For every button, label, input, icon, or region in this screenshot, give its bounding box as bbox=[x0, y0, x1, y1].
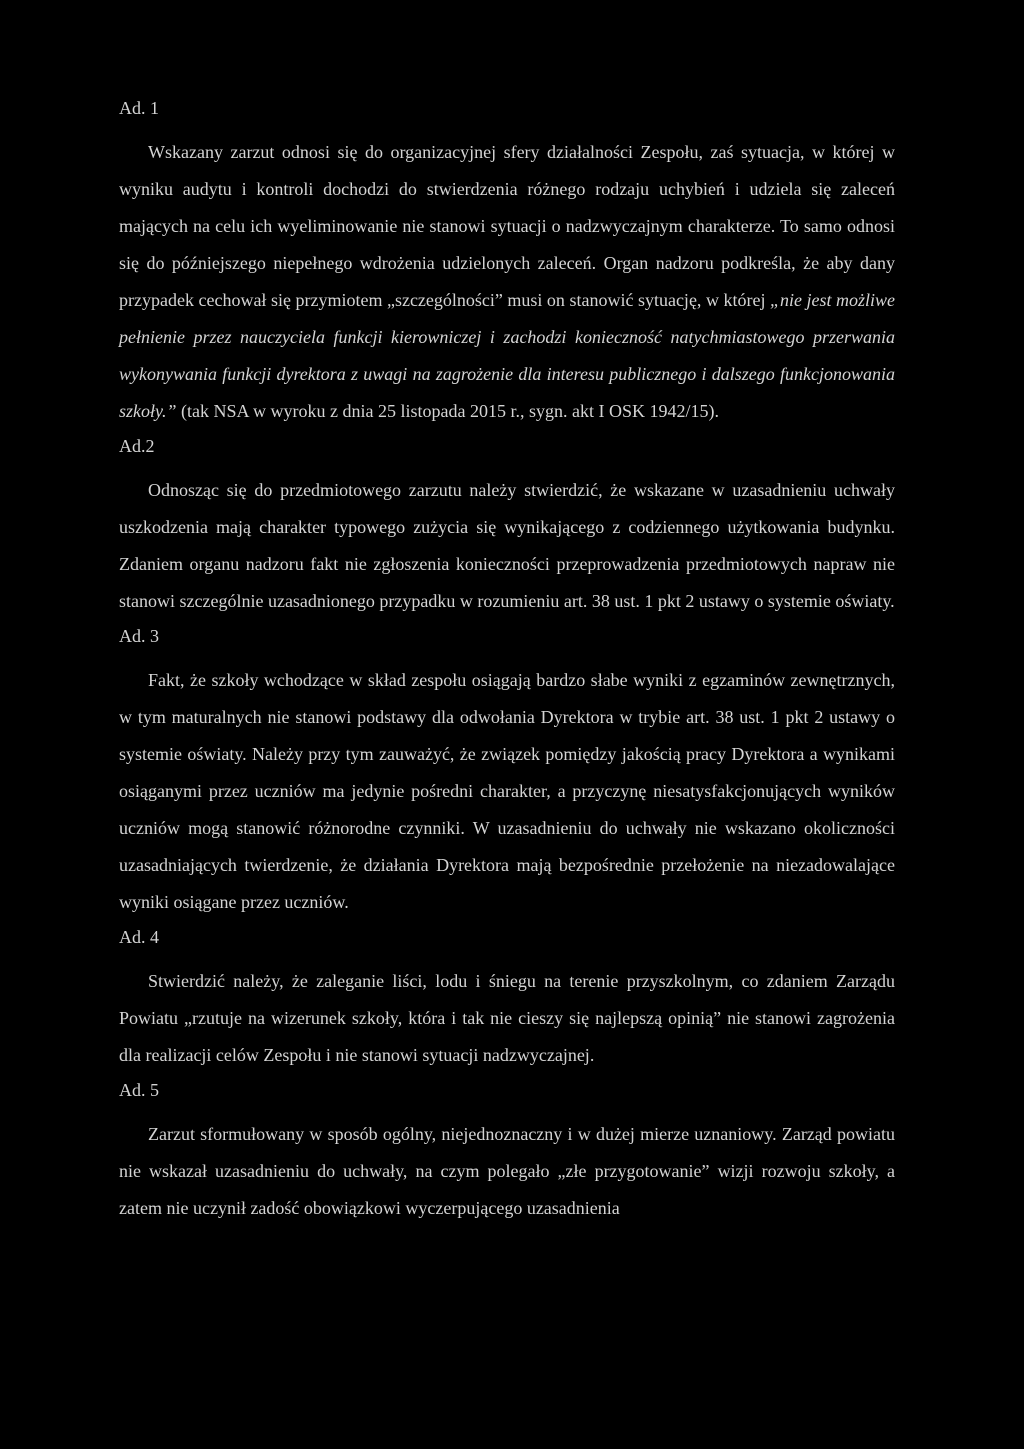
section-paragraph-ad3: Fakt, że szkoły wchodzące w skład zespołu osiągają bardzo słabe wyniki z egzaminów zewnętrznych, w tym maturalnych nie stanowi podstawy dla odwołania Dyrektora w trybie art. 38 ust. 1 pkt 2 ustawy o systemie oświaty. Należy przy tym zauważyć, że związek pomiędzy jakością pracy Dyrektora a wynikami osiąganymi przez uczniów ma jedynie pośredni charakter, a przyczynę niesatysfakcjonujących wyników uczniów mogą stanowić różnorodne czynniki. W uzasadnieniu do uchwały nie wskazano okoliczności uzasadniających twierdzenie, że działania Dyrektora mają bezpośrednie przełożenie na niezadowalające wyniki osiągane przez uczniów. bbox=[119, 670, 895, 912]
section-heading-ad3: Ad. 3 bbox=[119, 626, 159, 646]
section-heading-ad2: Ad.2 bbox=[119, 436, 155, 456]
section-paragraph-ad2: Odnosząc się do przedmiotowego zarzutu należy stwierdzić, że wskazane w uzasadnieniu uchwały uszkodzenia mają charakter typowego zużycia się wynikającego z codziennego użytkowania budynku. Zdaniem organu nadzoru fakt nie zgłoszenia konieczności przeprowadzenia przedmiotowych napraw nie stanowi szczególnie uzasadnionego przypadku w rozumieniu art. 38 ust. 1 pkt 2 ustawy o systemie oświaty. bbox=[119, 480, 895, 611]
section-paragraph-ad5: Zarzut sformułowany w sposób ogólny, niejednoznaczny i w dużej mierze uznaniowy. Zarząd powiatu nie wskazał uzasadnieniu do uchwały, na czym polegało „złe przygotowanie” wizji rozwoju szkoły, a zatem nie uczynił zadość obowiązkowi wyczerpującego uzasadnienia bbox=[119, 1124, 895, 1218]
section-heading-ad5: Ad. 5 bbox=[119, 1080, 159, 1100]
section-heading-ad1: Ad. 1 bbox=[119, 98, 159, 118]
section-paragraph-ad4: Stwierdzić należy, że zaleganie liści, lodu i śniegu na terenie przyszkolnym, co zdaniem Zarządu Powiatu „rzutuje na wizerunek szkoły, która i tak nie cieszy się najlepszą opinią” nie stanowi zagrożenia dla realizacji celów Zespołu i nie stanowi sytuacji nadzwyczajnej. bbox=[119, 971, 895, 1065]
section-paragraph-ad1 bbox=[119, 134, 895, 430]
court-quote: „nie jest możliwe pełnienie przez nauczyciela funkcji kierowniczej i zachodzi konieczność natychmiastowego przerwania wykonywania funkcji dyrektora z uwagi na zagrożenie dla interesu publicznego i dalszego funkcjonowania szkoły.” bbox=[119, 290, 896, 421]
paragraph-text: Wskazany zarzut odnosi się do organizacyjnej sfery działalności Zespołu, zaś sytuacja, w której w wyniku audytu i kontroli dochodzi do stwierdzenia różnego rodzaju uchybień i udziela się zaleceń mających na celu ich wyeliminowanie nie stanowi sytuacji o nadzwyczajnym charakterze. To samo odnosi się do późniejszego niepełnego wdrożenia udzielonych zaleceń. Organ nadzoru podkreśla, że aby dany przypadek cechował się przymiotem „szczególności” musi on stanowić sytuację, w której bbox=[119, 142, 895, 310]
section-heading-ad4: Ad. 4 bbox=[119, 927, 159, 947]
document-page bbox=[119, 96, 895, 1231]
court-citation: (tak NSA w wyroku z dnia 25 listopada 2015 r., sygn. akt I OSK 1942/15). bbox=[176, 401, 719, 421]
